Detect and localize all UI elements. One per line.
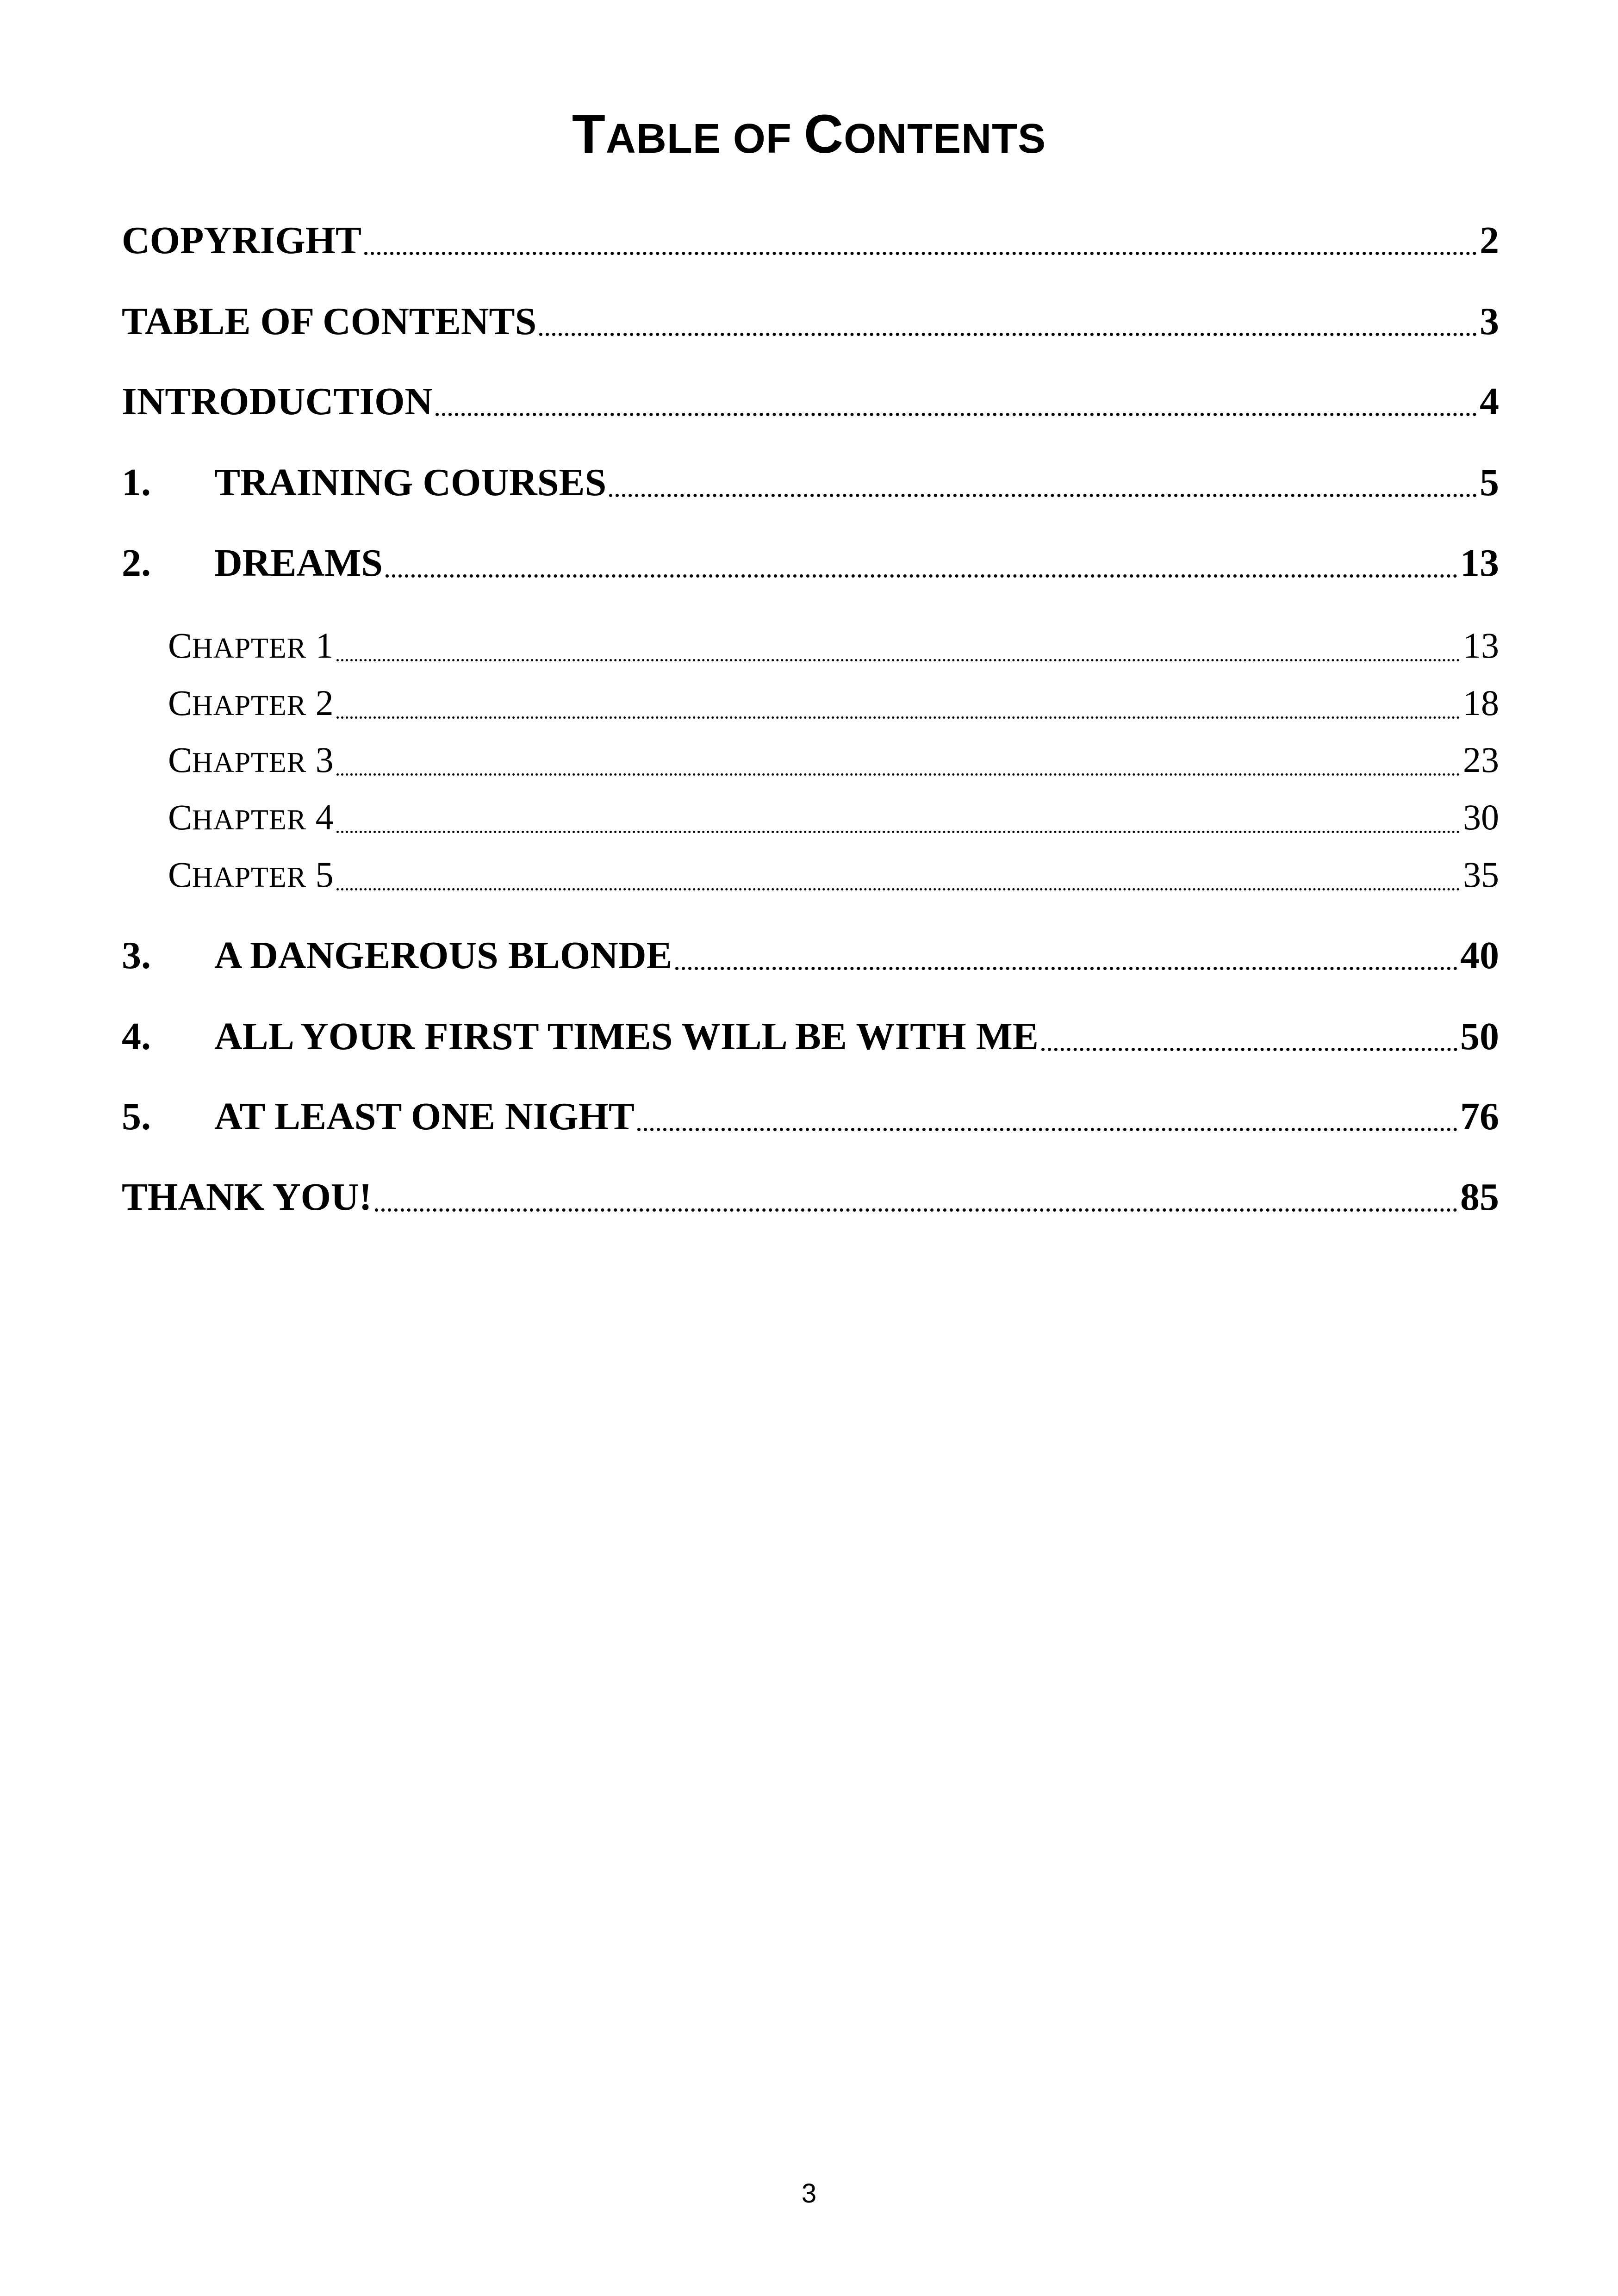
toc-entry-label: TABLE OF CONTENTS xyxy=(122,300,537,343)
toc-entry-label: A DANGEROUS BLONDE xyxy=(214,934,672,977)
toc-subentry-page: 23 xyxy=(1463,740,1499,780)
toc-entry-page: 40 xyxy=(1460,934,1499,977)
toc-subentry-label xyxy=(168,622,334,672)
toc-subentry-chapter-5[interactable] xyxy=(122,852,1499,901)
toc-subentry-label xyxy=(168,680,334,729)
chapter-word-rest: HAPTER xyxy=(192,690,307,722)
toc-entry-page: 13 xyxy=(1460,541,1499,585)
dot-leader xyxy=(637,1091,1457,1142)
toc-subentry-page: 18 xyxy=(1463,683,1499,723)
toc-entry-dreams[interactable] xyxy=(122,538,1499,589)
chapter-initial: C xyxy=(168,797,193,837)
chapter-word-rest: HAPTER xyxy=(192,804,307,836)
toc-entry-introduction[interactable] xyxy=(122,376,1499,427)
toc-entry-page: 85 xyxy=(1460,1176,1499,1219)
toc-subentry-label xyxy=(168,737,334,786)
dot-leader xyxy=(1041,1011,1457,1062)
dot-leader xyxy=(336,794,1460,843)
dot-leader xyxy=(386,538,1457,589)
toc-entry-thank-you[interactable] xyxy=(122,1172,1499,1223)
toc-entry-copyright[interactable] xyxy=(122,215,1499,266)
toc-entry-all-your-first-times[interactable] xyxy=(122,1011,1499,1062)
dot-leader xyxy=(436,376,1477,427)
toc-subentry-chapter-1[interactable] xyxy=(122,622,1499,672)
toc-entry-a-dangerous-blonde[interactable] xyxy=(122,930,1499,981)
toc-entry-page: 5 xyxy=(1480,461,1499,504)
chapter-initial: C xyxy=(168,625,193,666)
chapter-initial: C xyxy=(168,740,193,780)
toc-entry-training-courses[interactable] xyxy=(122,457,1499,508)
toc-subentry-chapter-2[interactable] xyxy=(122,680,1499,729)
toc-entry-page: 50 xyxy=(1460,1015,1499,1058)
toc-entry-page: 76 xyxy=(1460,1095,1499,1138)
page-number: 3 xyxy=(801,2178,817,2209)
chapter-word-rest: HAPTER xyxy=(192,747,307,778)
toc-subentry-page: 13 xyxy=(1463,625,1499,666)
chapter-word-rest: HAPTER xyxy=(192,633,307,664)
toc-entry-at-least-one-night[interactable] xyxy=(122,1091,1499,1142)
toc-subentry-chapter-3[interactable] xyxy=(122,737,1499,786)
toc-entry-number: 4. xyxy=(122,1015,151,1058)
toc-entry-number: 2. xyxy=(122,541,151,585)
dot-leader xyxy=(609,457,1477,508)
toc-entry-label: INTRODUCTION xyxy=(122,380,433,423)
toc-entry-label: THANK YOU! xyxy=(122,1176,372,1219)
dot-leader xyxy=(364,215,1477,266)
title-rest-contents: ONTENTS xyxy=(844,116,1046,162)
chapter-word-rest: HAPTER xyxy=(192,862,307,893)
page-title xyxy=(0,100,1618,174)
toc-subentry-page: 30 xyxy=(1463,797,1499,837)
toc-entry-number: 5. xyxy=(122,1095,151,1138)
toc-subentry-page: 35 xyxy=(1463,854,1499,895)
title-initial-contents: C xyxy=(803,104,844,165)
dot-leader xyxy=(336,852,1460,901)
toc-entry-page: 4 xyxy=(1480,380,1499,423)
dot-leader xyxy=(336,737,1460,786)
toc-entry-label: DREAMS xyxy=(214,541,383,585)
toc-entry-label: COPYRIGHT xyxy=(122,219,362,262)
chapter-initial: C xyxy=(168,683,193,723)
toc-subentry-label xyxy=(168,852,334,901)
toc-entry-page: 3 xyxy=(1480,300,1499,343)
chapter-number: 2 xyxy=(315,683,334,723)
toc-entry-page: 2 xyxy=(1480,219,1499,262)
toc-entry-label: AT LEAST ONE NIGHT xyxy=(214,1095,635,1138)
toc-entry-label: TRAINING COURSES xyxy=(214,461,607,504)
chapter-number: 4 xyxy=(315,797,334,837)
chapter-number: 1 xyxy=(315,625,334,666)
toc-subentry-label xyxy=(168,794,334,843)
chapter-initial: C xyxy=(168,854,193,895)
dot-leader xyxy=(375,1172,1457,1223)
dot-leader xyxy=(336,622,1460,672)
title-rest-table: ABLE OF xyxy=(605,116,804,162)
toc-entry-label: ALL YOUR FIRST TIMES WILL BE WITH ME xyxy=(214,1015,1039,1058)
dot-leader xyxy=(675,930,1457,981)
dot-leader xyxy=(539,296,1477,347)
toc-subentry-chapter-4[interactable] xyxy=(122,794,1499,843)
title-initial-table: T xyxy=(572,104,606,165)
toc-entry-table-of-contents[interactable] xyxy=(122,296,1499,347)
dot-leader xyxy=(336,680,1460,729)
chapter-number: 5 xyxy=(315,854,334,895)
toc-entry-number: 3. xyxy=(122,934,151,977)
chapter-number: 3 xyxy=(315,740,334,780)
toc-entry-number: 1. xyxy=(122,461,151,504)
